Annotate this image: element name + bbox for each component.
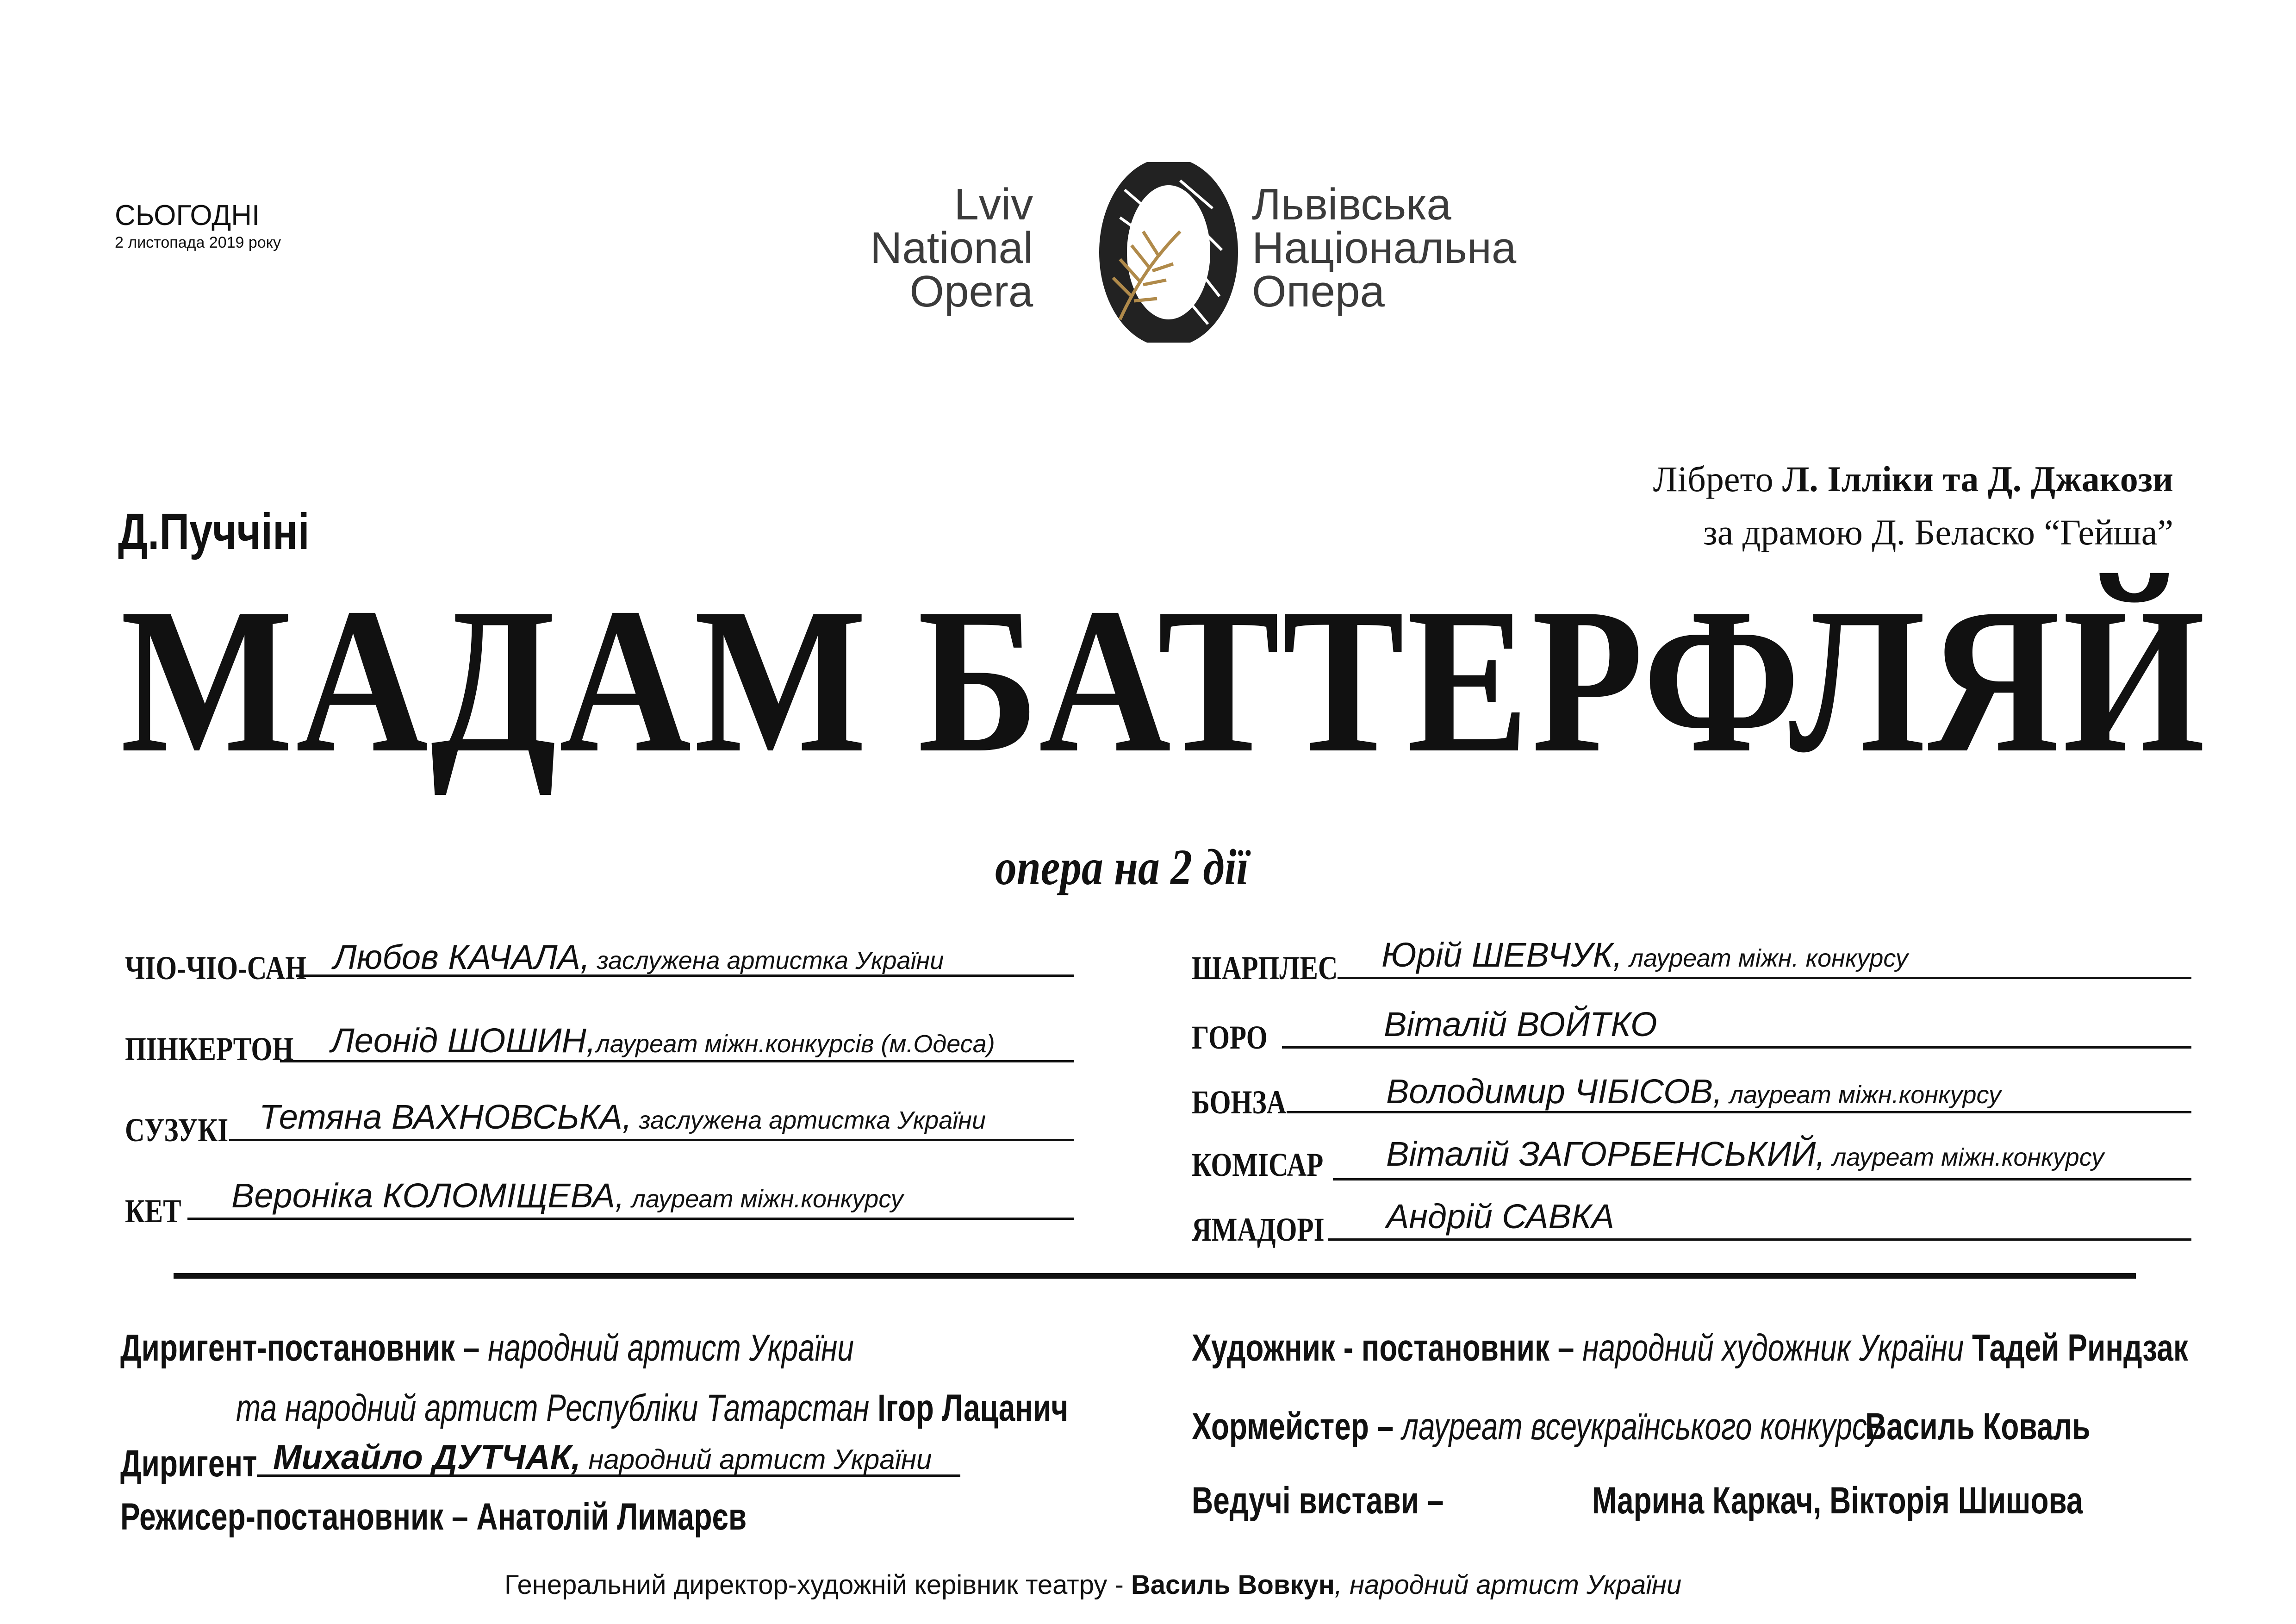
logo-text-english — [870, 180, 1033, 316]
chorus-name — [1865, 1405, 2090, 1449]
credit-value: та народний артист Республіки Татарстан — [236, 1387, 870, 1429]
conductor-name-text: Михайло ДУТЧАК, — [273, 1438, 581, 1476]
role-label: ГОРО — [1192, 1019, 1268, 1056]
designer-credit — [1192, 1326, 2188, 1370]
singer-name: Юрій ШЕВЧУК, — [1381, 936, 1623, 974]
singer-title: заслужена артистка України — [632, 1106, 986, 1134]
logo-line: National — [870, 223, 1033, 273]
credit-name: Василь Коваль — [1865, 1405, 2091, 1448]
chorus-credit — [1192, 1405, 1881, 1449]
credit-value: лауреат всеукраїнського конкурсу — [1394, 1405, 1882, 1448]
conductor-name — [273, 1437, 932, 1477]
cast-line — [1287, 1111, 2191, 1113]
conductor-credit-key — [120, 1442, 257, 1486]
singer-title: лауреат міжн.конкурсу — [624, 1185, 903, 1213]
today-label: СЬОГОДНІ — [115, 200, 260, 231]
cast-line — [1328, 1238, 2191, 1241]
general-director-footer — [504, 1569, 1681, 1600]
libretto-line — [1653, 458, 2173, 500]
conductor-title: народний артист України — [580, 1444, 932, 1475]
singer — [231, 1176, 903, 1215]
cast-line — [229, 1139, 1074, 1141]
singer-name: Володимир ЧІБІСОВ, — [1386, 1072, 1723, 1111]
singer-name: Андрій САВКА — [1386, 1197, 1614, 1236]
logo-text-ukrainian — [1252, 180, 1517, 316]
section-divider — [174, 1273, 2136, 1279]
libretto-authors: Л. Ілліки та Д. Джакози — [1782, 459, 2173, 499]
logo-line: Opera — [909, 267, 1033, 316]
cast-line — [1282, 1046, 2191, 1049]
role-label: КОМІСАР — [1192, 1146, 1324, 1183]
libretto-prefix: Лібрето — [1653, 459, 1783, 499]
logo-line: Національна — [1252, 223, 1517, 273]
singer-title: лауреат міжн. конкурсу — [1622, 944, 1908, 972]
credit-name: Ігор Лацанич — [869, 1387, 1069, 1429]
role-label: ЧІО-ЧІО-САН — [125, 949, 307, 987]
singer — [1386, 1072, 2001, 1111]
singer-name: Леонід ШОШИН, — [331, 1021, 596, 1060]
singer — [333, 937, 944, 977]
credit-value: народний артист України — [479, 1327, 854, 1369]
opera-logo-icon — [1088, 162, 1250, 343]
cast-line — [1333, 1178, 2191, 1181]
role-label: СУЗУКІ — [125, 1112, 229, 1149]
credit-key: Художник - постановник – — [1192, 1327, 1574, 1369]
singer — [1386, 1197, 1614, 1236]
singer-name: Любов КАЧАЛА, — [333, 938, 590, 976]
opera-title: МАДАМ БАТТЕРФЛЯЙ — [120, 565, 2208, 796]
role-label: ШАРПЛЕС — [1192, 949, 1338, 987]
role-label: КЕТ — [125, 1193, 181, 1230]
singer — [259, 1097, 986, 1137]
credit-key: Диригент — [120, 1443, 257, 1485]
singer-title: лауреат міжн.конкурсу — [1722, 1081, 2001, 1109]
singer-title: лауреат міжн.конкурсу — [1825, 1143, 2104, 1171]
role-label: БОНЗА — [1192, 1084, 1287, 1121]
singer — [331, 1021, 995, 1060]
logo-line: Опера — [1252, 267, 1385, 316]
footer-name: Василь Вовкун — [1131, 1570, 1335, 1600]
singer-name: Віталій ВОЙТКО — [1384, 1005, 1657, 1043]
composer-name: Д.Пуччіні — [118, 503, 310, 560]
cast-line — [1338, 977, 2191, 979]
singer-name: Тетяна ВАХНОВСЬКА, — [259, 1098, 632, 1136]
footer-prefix: Генеральний директор-художній керівник театру - — [504, 1570, 1131, 1600]
conductor-director-credit-cont — [236, 1387, 1068, 1430]
singer-name: Віталій ЗАГОРБЕНСЬКИЙ, — [1386, 1135, 1825, 1173]
stage-director-credit — [120, 1495, 747, 1539]
opera-subtitle: опера на 2 дії — [995, 839, 1249, 895]
logo-line: Lviv — [954, 180, 1033, 229]
credit-key: Режисер-постановник – Анатолій Лимарєв — [120, 1496, 747, 1538]
singer-name: Вероніка КОЛОМІЩЕВА, — [231, 1176, 625, 1215]
role-label: ПІНКЕРТОН — [125, 1031, 294, 1068]
credit-value: народний художник України — [1574, 1327, 1964, 1369]
today-date: 2 листопада 2019 року — [115, 234, 281, 251]
hosts-names — [1592, 1479, 2083, 1523]
credit-key: Диригент-постановник – — [120, 1327, 480, 1369]
singer — [1381, 935, 1908, 974]
role-label: ЯМАДОРІ — [1192, 1211, 1325, 1248]
singer-title: заслужена артистка України — [590, 947, 944, 974]
credit-name: Марина Каркач, Вікторія Шишова — [1592, 1480, 2083, 1522]
footer-title: , народний артист України — [1334, 1570, 1682, 1600]
cast-line — [280, 1060, 1074, 1062]
conductor-director-credit — [120, 1326, 854, 1370]
credit-key: Ведучі вистави – — [1192, 1480, 1444, 1522]
singer — [1384, 1005, 1657, 1044]
libretto-source: за драмою Д. Беласко “Гейша” — [1703, 512, 2173, 552]
credit-name: Тадей Риндзак — [1964, 1327, 2188, 1369]
singer-title: лауреат міжн.конкурсів (м.Одеса) — [596, 1030, 995, 1058]
cast-line — [187, 1218, 1074, 1220]
logo-line: Львівська — [1252, 180, 1451, 229]
hosts-credit-key — [1192, 1479, 1444, 1523]
singer — [1386, 1134, 2104, 1174]
credit-key: Хормейстер – — [1192, 1405, 1394, 1448]
